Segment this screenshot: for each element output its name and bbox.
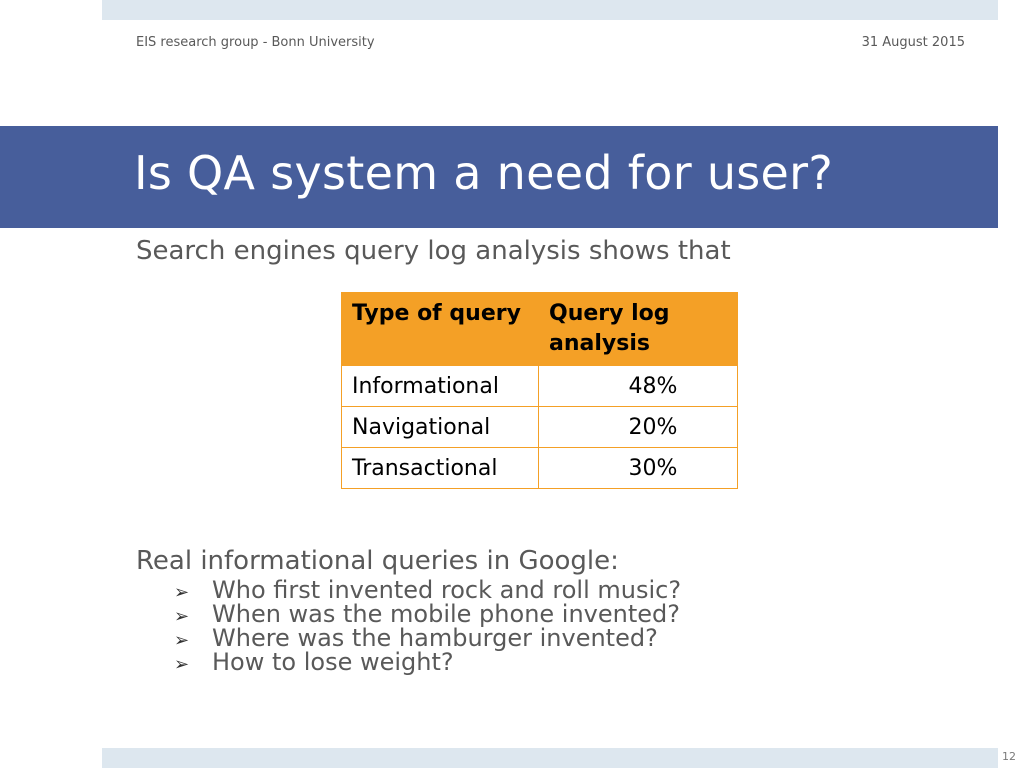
arrow-bullet-icon: ➢ bbox=[174, 582, 190, 603]
list-heading: Real informational queries in Google: bbox=[136, 546, 619, 576]
row-value: 20% bbox=[539, 407, 738, 448]
list-item bbox=[174, 626, 681, 650]
arrow-bullet-icon: ➢ bbox=[174, 606, 190, 627]
list-item-text: When was the mobile phone invented? bbox=[212, 600, 680, 628]
header-type-of-query: Type of query bbox=[342, 293, 539, 366]
list-item-text: How to lose weight? bbox=[212, 648, 454, 676]
page-number: 12 bbox=[1002, 750, 1016, 763]
top-band bbox=[102, 0, 998, 20]
table-row bbox=[342, 366, 738, 407]
row-type: Informational bbox=[342, 366, 539, 407]
arrow-bullet-icon: ➢ bbox=[174, 654, 190, 675]
list-item bbox=[174, 578, 681, 602]
query-table bbox=[341, 292, 738, 489]
list-item bbox=[174, 602, 681, 626]
list-item-text: Who first invented rock and roll music? bbox=[212, 576, 682, 604]
table-header-row bbox=[342, 293, 738, 366]
bottom-band bbox=[102, 748, 998, 768]
subtitle: Search engines query log analysis shows that bbox=[136, 236, 731, 266]
header-affiliation: EIS research group - Bonn University bbox=[136, 35, 375, 50]
table-row bbox=[342, 407, 738, 448]
arrow-bullet-icon: ➢ bbox=[174, 630, 190, 651]
table-row bbox=[342, 448, 738, 489]
header-query-log-analysis: Query log analysis bbox=[539, 293, 738, 366]
row-type: Navigational bbox=[342, 407, 539, 448]
header-date: 31 August 2015 bbox=[861, 35, 965, 50]
row-type: Transactional bbox=[342, 448, 539, 489]
slide-title: Is QA system a need for user? bbox=[134, 146, 834, 200]
list-item bbox=[174, 650, 681, 674]
list-item-text: Where was the hamburger invented? bbox=[212, 624, 658, 652]
row-value: 48% bbox=[539, 366, 738, 407]
query-list bbox=[174, 578, 681, 674]
row-value: 30% bbox=[539, 448, 738, 489]
